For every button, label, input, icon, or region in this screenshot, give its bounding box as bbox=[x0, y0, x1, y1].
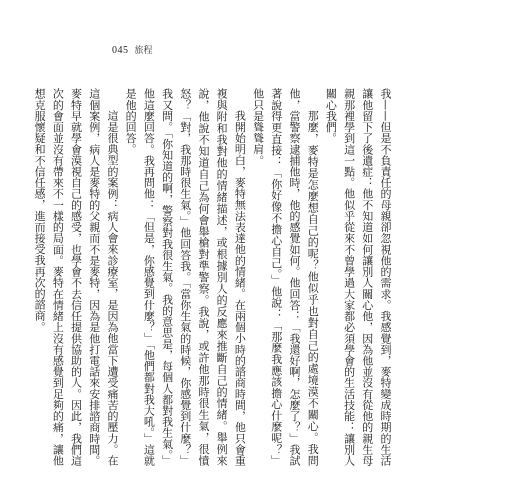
body-text bbox=[33, 88, 394, 466]
paragraph: 那麼，麥特是怎麼想自己的呢？他似乎也對自己的處境漠不關心。我問他，當警察逮捕他時，他的感覺如何。他回答：「我還好啊，怎麼了？」我試著說得更直接：「你好像不擔心自己。」他說：「那麼我應該擔心什麼呢？」他只是聳聳肩。 bbox=[251, 88, 320, 466]
paragraph: 這是很典型的案例：病人會來診療室，是因為他當下遭受痛苦的壓力。在這個案例，病人是麥特的父親而不是麥特，因為是他打電話來安排諮商時間。麥特早就學會漠視自己的感受，也學會不去信任提供協助的人。因此，我們這次的會面並沒有帶來不一樣的局面。麥特在情緒上沒有感覺到足夠的痛，讓他想克服懷疑和不信任感，進而接受我再次的諮商。 bbox=[33, 88, 119, 466]
paragraph: 我開始明白，麥特無法表達他的情緒。在兩個小時的諮商時間，他只會重複與附和我對他的情緒描述，或根據別人的反應來推斷自己的情緒。舉例來說，他說不知道自己為何會舉槍對準警察。我說，或許他那時很生氣，很憤怒？「對，我那時很生氣。」他回答我。「當你生氣的時候，你感覺到什麼？」我又問。「你知道的啊，警察對我很生氣。我的意思是，每個人都對我生氣。」他這麼回答。我再問他：「但是，你感覺到什麼？」「他們都對我大吼。」這就是他的回答。 bbox=[124, 88, 247, 466]
paragraph: 我——但是不負責任的母親卻忽視他的需求。我感覺到，麥特變成時期的生活讓他留下了後遺症：他不知道如何讓別人關心他，因為他並沒有從他的親生母親那裡學到這一點。他似乎從來不曾學過大家都必須學會的生活技能：讓別人關心我們。 bbox=[324, 88, 392, 466]
page-number: 045 bbox=[112, 45, 129, 56]
page-header bbox=[112, 43, 153, 56]
running-head: 旅程 bbox=[134, 46, 153, 56]
